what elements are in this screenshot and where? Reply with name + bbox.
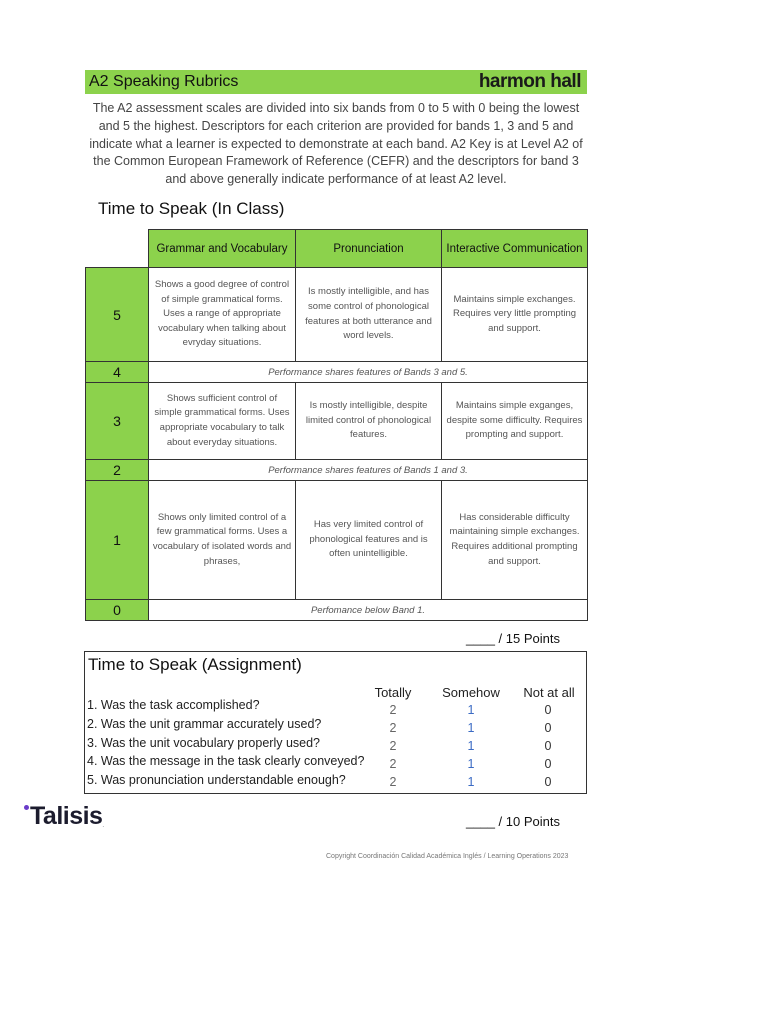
question-row: [87, 736, 320, 755]
rubric-row-band-0: [86, 600, 588, 621]
logo-mark: .: [102, 823, 104, 829]
intro-paragraph: The A2 assessment scales are divided into six bands from 0 to 5 with 0 being the lowest and 5 the highest. Descriptors for each criterion are provided for bands 1, 3 and 5 and indicate what a learner is expected to demonstrate at each band. A2 Key is at Level A2 of the Common European Framework of Reference (CEFR) and the descriptors for band 3 and above generally indicate performance of at least A2 level.: [89, 101, 583, 187]
score-totally: 2: [389, 739, 397, 753]
scale-header-not-at-all: Not at all: [523, 685, 575, 700]
band-label: 4: [86, 362, 149, 383]
score-not-at-all: 0: [544, 757, 552, 771]
shared-descriptor: Perfomance below Band 1.: [149, 600, 588, 621]
copyright-text: Copyright Coordinación Calidad Académica Inglés / Learning Operations 2023: [326, 853, 569, 860]
assignment-points: ____ / 10 Points: [466, 814, 560, 829]
question-row: [87, 717, 321, 736]
column-header-interactive: Interactive Communication: [442, 230, 588, 268]
question-text: 3. Was the unit vocabulary properly used?: [87, 736, 320, 750]
band-label: 5: [86, 268, 149, 362]
grammar-descriptor: Shows only limited control of a few grammatical forms. Uses a vocabulary of isolated words and phrases,: [149, 481, 296, 600]
score-not-at-all: 0: [544, 739, 552, 753]
question-text: 1. Was the task accomplished?: [87, 698, 260, 712]
score-somehow: 1: [467, 757, 475, 771]
question-text: 2. Was the unit grammar accurately used?: [87, 717, 322, 731]
shared-descriptor: Performance shares features of Bands 3 and 5.: [149, 362, 588, 383]
rubric-row-band-3: [86, 383, 588, 460]
question-row: [87, 754, 364, 773]
scale-header-totally: Totally: [374, 685, 412, 700]
score-not-at-all: 0: [544, 775, 552, 789]
talisis-logo: [24, 803, 104, 829]
pronunciation-descriptor: Is mostly intelligible, and has some control of phonological features at both utterance and word levels.: [296, 268, 442, 362]
talisis-wordmark: Talisis: [30, 802, 103, 830]
interactive-descriptor: Has considerable difficulty maintaining simple exchanges. Requires additional prompting and support.: [442, 481, 588, 600]
brand-logo: harmon hall: [478, 71, 581, 92]
question-row: [87, 773, 346, 792]
band-label: 0: [86, 600, 149, 621]
scale-header-somehow: Somehow: [442, 685, 500, 700]
rubric-header-row: [86, 230, 588, 268]
logo-dot-icon: [24, 805, 29, 810]
score-not-at-all: 0: [544, 703, 552, 717]
rubric-row-band-4: [86, 362, 588, 383]
score-totally: 2: [389, 757, 397, 771]
assignment-title: Time to Speak (Assignment): [88, 655, 302, 674]
rubric-points: ____ / 15 Points: [466, 631, 560, 646]
interactive-descriptor: Maintains simple exchanges. Requires very little prompting and support.: [442, 268, 588, 362]
rubric-corner: [86, 230, 149, 268]
score-somehow: 1: [467, 739, 475, 753]
pronunciation-descriptor: Is mostly intelligible, despite limited control of phonological features.: [296, 383, 442, 460]
rubric-table: [85, 229, 588, 621]
page-title: A2 Speaking Rubrics: [89, 73, 239, 90]
assignment-box: [84, 651, 587, 794]
header-bar: [85, 70, 587, 94]
grammar-descriptor: Shows a good degree of control of simple grammatical forms. Uses a range of appropriate vocabulary when talking about evryday situations.: [149, 268, 296, 362]
score-somehow: 1: [467, 721, 475, 735]
question-row: [87, 698, 260, 717]
grammar-descriptor: Shows sufficient control of simple grammatical forms. Uses appropriate vocabulary to talk about everyday situations.: [149, 383, 296, 460]
rubric-section-title: Time to Speak (In Class): [98, 199, 285, 218]
score-totally: 2: [389, 775, 397, 789]
column-header-grammar: Grammar and Vocabulary: [149, 230, 296, 268]
rubric-row-band-1: [86, 481, 588, 600]
shared-descriptor: Performance shares features of Bands 1 and 3.: [149, 460, 588, 481]
pronunciation-descriptor: Has very limited control of phonological features and is often unintelligible.: [296, 481, 442, 600]
score-not-at-all: 0: [544, 721, 552, 735]
score-somehow: 1: [467, 703, 475, 717]
score-totally: 2: [389, 721, 397, 735]
score-somehow: 1: [467, 775, 475, 789]
band-label: 2: [86, 460, 149, 481]
score-totally: 2: [389, 703, 397, 717]
column-header-pronunciation: Pronunciation: [296, 230, 442, 268]
rubric-row-band-5: [86, 268, 588, 362]
band-label: 3: [86, 383, 149, 460]
question-text: 5. Was pronunciation understandable enough?: [87, 773, 346, 787]
rubric-row-band-2: [86, 460, 588, 481]
interactive-descriptor: Maintains simple exganges, despite some difficulty. Requires prompting and support.: [442, 383, 588, 460]
question-text: 4. Was the message in the task clearly conveyed?: [87, 754, 365, 768]
band-label: 1: [86, 481, 149, 600]
